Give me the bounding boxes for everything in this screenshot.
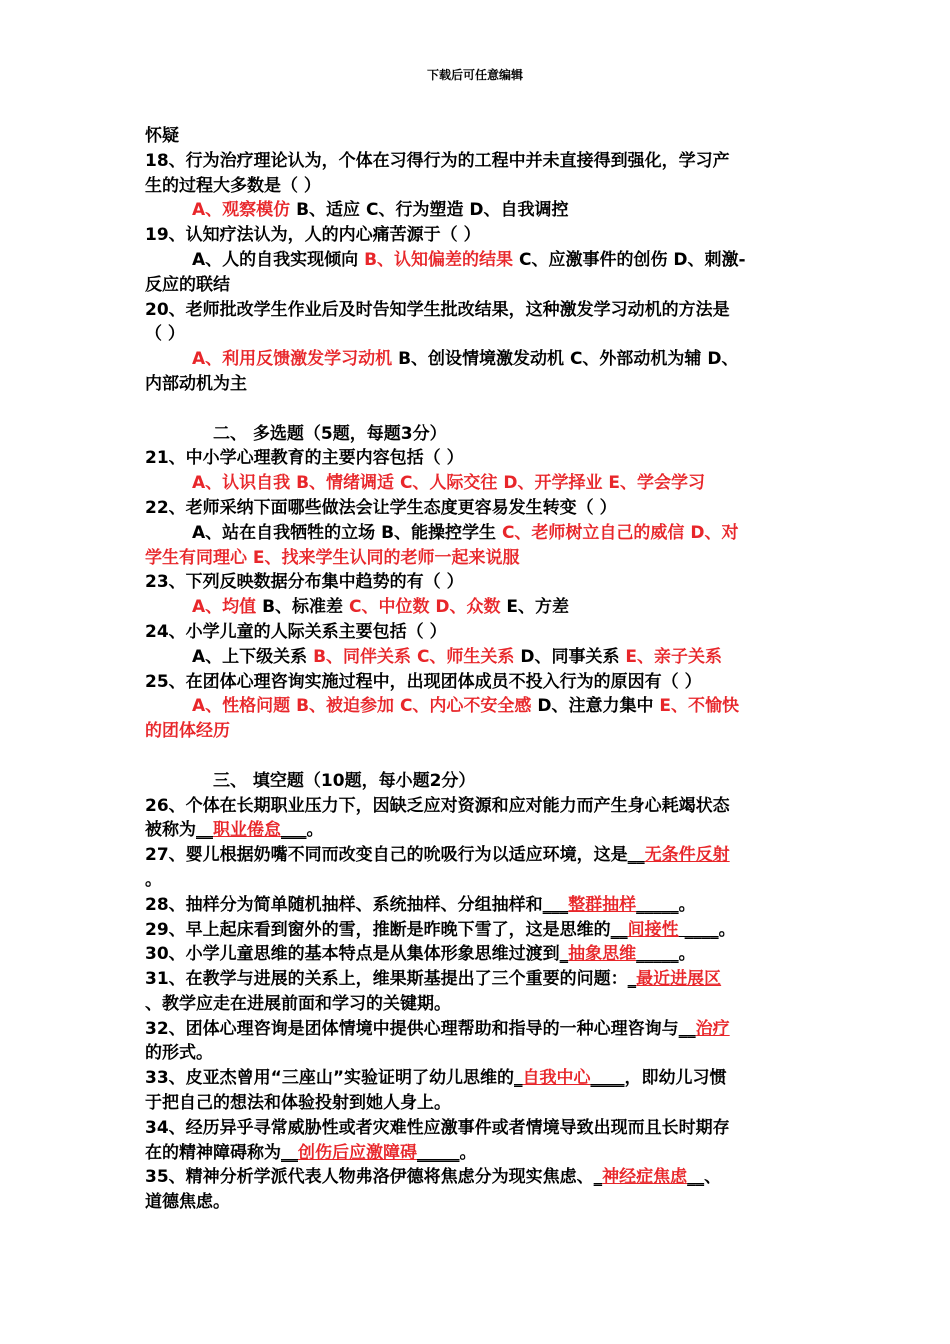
answer-text: A、均值 bbox=[192, 597, 257, 618]
question-text: 被称为 bbox=[145, 820, 196, 841]
text-line bbox=[145, 372, 807, 397]
text-line bbox=[145, 769, 807, 794]
question-text: _ bbox=[627, 969, 637, 990]
question-text: 23、下列反映数据分布集中趋势的有（ ） bbox=[145, 572, 464, 593]
text-line bbox=[145, 149, 807, 174]
question-text: 、 bbox=[704, 1167, 722, 1188]
question-text: 35、精神分析学派代表人物弗洛伊德将焦虑分为现实焦虑、 bbox=[145, 1167, 594, 1188]
answer-text: 无条件反射 bbox=[644, 845, 730, 866]
text-line bbox=[145, 1190, 807, 1215]
text-line bbox=[145, 694, 807, 719]
question-text: 20、老师批改学生作业后及时告知学生批改结果，这种激发学习动机的方法是 bbox=[145, 299, 730, 320]
text-line bbox=[145, 1066, 807, 1091]
question-text: 。 bbox=[678, 894, 696, 915]
text-line bbox=[145, 174, 807, 199]
question-text: 22、老师采纳下面哪些做法会让学生态度更容易发生转变（ ） bbox=[145, 497, 617, 518]
text-line bbox=[145, 1041, 807, 1066]
question-text: 33、皮亚杰曾用“三座山”实验证明了幼儿思维的 bbox=[145, 1068, 515, 1089]
text-line bbox=[145, 248, 807, 273]
question-text: 。 bbox=[718, 919, 736, 940]
question-text: 28、抽样分为简单随机抽样、系统抽样、分组抽样和 bbox=[145, 894, 543, 915]
answer-text: 抽象思维 bbox=[568, 944, 637, 965]
answer-text: 间接性 bbox=[627, 919, 679, 940]
text-line bbox=[145, 818, 807, 843]
question-text: A、站在自我牺牲的立场 B、能操控学生 bbox=[192, 522, 502, 543]
question-text: 18、行为治疗理论认为，个体在习得行为的工程中并未直接得到强化，学习产 bbox=[145, 150, 730, 171]
question-text: 反应的联结 bbox=[145, 274, 230, 295]
question-text: __ bbox=[196, 820, 213, 841]
question-text: 、教学应走在进展前面和学习的关键期。 bbox=[145, 993, 451, 1014]
text-line bbox=[145, 893, 807, 918]
question-text: _____ bbox=[417, 1142, 460, 1163]
question-text: ，即幼儿习惯 bbox=[624, 1068, 727, 1089]
question-text: 。 bbox=[678, 944, 696, 965]
answer-text: E、亲子关系 bbox=[625, 646, 723, 667]
question-text: A、上下级关系 bbox=[192, 646, 314, 667]
question-text: B、标准差 bbox=[256, 597, 349, 618]
answer-text: 最近进展区 bbox=[636, 969, 722, 990]
text-line bbox=[145, 670, 807, 695]
question-text: B、适应 C、行为塑造 D、自我调控 bbox=[290, 200, 569, 221]
question-text: 道德焦虑。 bbox=[145, 1192, 230, 1213]
question-text: （ ） bbox=[145, 324, 185, 345]
question-text: __ bbox=[610, 919, 628, 940]
question-text: 的形式。 bbox=[145, 1043, 213, 1064]
text-line bbox=[145, 1017, 807, 1042]
answer-text: 自我中心 bbox=[522, 1068, 591, 1089]
question-text: 怀疑 bbox=[145, 126, 179, 146]
text-line bbox=[145, 843, 807, 868]
question-text: ____ bbox=[678, 919, 719, 940]
text-line bbox=[145, 1141, 807, 1166]
answer-text: 创伤后应激障碍 bbox=[298, 1142, 417, 1163]
question-text: 。 bbox=[306, 820, 324, 841]
text-line bbox=[145, 719, 807, 744]
question-text: _ bbox=[593, 1167, 603, 1188]
text-line bbox=[145, 1116, 807, 1141]
blank-line bbox=[145, 744, 807, 769]
text-line bbox=[145, 992, 807, 1017]
answer-text: A、性格问题 B、被迫参加 C、内心不安全感 bbox=[192, 696, 532, 717]
text-line bbox=[145, 918, 807, 943]
text-line bbox=[145, 546, 807, 571]
text-line bbox=[145, 298, 807, 323]
blank-line bbox=[145, 397, 807, 422]
text-line bbox=[145, 422, 807, 447]
question-text: E、方差 bbox=[500, 597, 570, 618]
question-text: 25、在团体心理咨询实施过程中，出现团体成员不投入行为的原因有（ ） bbox=[145, 671, 702, 692]
text-line bbox=[145, 347, 807, 372]
text-line bbox=[145, 124, 807, 149]
question-text: 21、中小学心理教育的主要内容包括（ ） bbox=[145, 448, 464, 469]
question-text: _ bbox=[559, 944, 569, 965]
text-line bbox=[145, 496, 807, 521]
question-text: __ bbox=[281, 1142, 298, 1163]
answer-text: A、观察模仿 bbox=[192, 200, 291, 221]
text-line bbox=[145, 198, 807, 223]
question-text: _ bbox=[514, 1068, 523, 1089]
text-line bbox=[145, 521, 807, 546]
text-line bbox=[145, 446, 807, 471]
question-text: 30、小学儿童思维的基本特点是从集体形象思维过渡到 bbox=[145, 944, 560, 965]
page-header: 下载后可任意编辑 bbox=[426, 68, 523, 82]
answer-text: 神经症焦虑 bbox=[602, 1167, 688, 1188]
answer-text: C、老师树立自己的威信 D、对 bbox=[501, 522, 739, 543]
question-text: 27、婴儿根据奶嘴不同而改变自己的吮吸行为以适应环境，这是 bbox=[145, 845, 628, 866]
question-text: _____ bbox=[636, 894, 679, 915]
question-text: 34、经历异乎寻常威胁性或者灾难性应激事件或者情境导致出现而且长时期存 bbox=[145, 1117, 730, 1138]
answer-text: B、同伴关系 C、师生关系 bbox=[313, 646, 515, 667]
answer-text: A、利用反馈激发学习动机 bbox=[192, 349, 393, 370]
text-line bbox=[145, 273, 807, 298]
text-line bbox=[145, 942, 807, 967]
text-line bbox=[145, 645, 807, 670]
question-text: 。 bbox=[459, 1142, 477, 1163]
question-text: 26、个体在长期职业压力下，因缺乏应对资源和应对能力而产生身心耗竭状态 bbox=[145, 795, 730, 816]
text-line bbox=[145, 570, 807, 595]
question-text: B、创设情境激发动机 C、外部动机为辅 D、 bbox=[392, 349, 739, 370]
question-text: ___ bbox=[281, 820, 307, 841]
question-text: 31、在教学与进展的关系上，维果斯基提出了三个重要的问题： bbox=[145, 969, 628, 990]
text-line bbox=[145, 794, 807, 819]
text-line bbox=[145, 620, 807, 645]
answer-text: 的团体经历 bbox=[145, 721, 230, 742]
question-text: 24、小学儿童的人际关系主要包括（ ） bbox=[145, 621, 447, 642]
answer-text: E、不愉快 bbox=[659, 696, 740, 717]
question-text: 内部动机为主 bbox=[145, 373, 247, 394]
document-body bbox=[145, 124, 807, 1215]
question-text: _____ bbox=[636, 944, 679, 965]
question-text: A、人的自我实现倾向 bbox=[192, 249, 365, 270]
text-line bbox=[145, 1165, 807, 1190]
question-text: 。 bbox=[145, 869, 162, 890]
text-line bbox=[145, 868, 807, 893]
answer-text: 整群抽样 bbox=[568, 894, 637, 915]
text-line bbox=[145, 967, 807, 992]
text-line bbox=[145, 322, 807, 347]
question-text: 生的过程大多数是（ ） bbox=[145, 175, 321, 196]
question-text: 三、 填空题（10题，每小题2分） bbox=[213, 770, 476, 791]
answer-text: C、中位数 D、众数 bbox=[348, 597, 501, 618]
question-text: ____ bbox=[590, 1068, 625, 1089]
question-text: 于把自己的想法和体验投射到她人身上。 bbox=[145, 1093, 451, 1114]
answer-text: 职业倦怠 bbox=[213, 820, 281, 841]
question-text: __ bbox=[627, 845, 645, 866]
question-text: 二、 多选题（5题，每题3分） bbox=[213, 423, 447, 444]
question-text: C、应激事件的创伤 D、刺激- bbox=[513, 249, 746, 270]
answer-text: A、认识自我 B、情绪调适 C、人际交往 D、开学择业 E、学会学习 bbox=[192, 473, 705, 494]
text-line bbox=[145, 223, 807, 248]
text-line bbox=[145, 595, 807, 620]
question-text: __ bbox=[687, 1167, 705, 1188]
question-text: 29、早上起床看到窗外的雪，推断是昨晚下雪了，这是思维的 bbox=[145, 919, 611, 940]
question-text: 在的精神障碍称为 bbox=[145, 1142, 281, 1163]
question-text: D、同事关系 bbox=[514, 646, 626, 667]
text-line bbox=[145, 471, 807, 496]
answer-text: 治疗 bbox=[695, 1018, 730, 1039]
question-text: __ bbox=[678, 1018, 696, 1039]
question-text: 32、团体心理咨询是团体情境中提供心理帮助和指导的一种心理咨询与 bbox=[145, 1018, 679, 1039]
answer-text: 学生有同理心 E、找来学生认同的老师一起来说服 bbox=[145, 547, 520, 568]
answer-text: B、认知偏差的结果 bbox=[364, 249, 514, 270]
text-line bbox=[145, 1091, 807, 1116]
question-text: D、注意力集中 bbox=[531, 696, 660, 717]
question-text: ___ bbox=[542, 894, 569, 915]
question-text: 19、认知疗法认为，人的内心痛苦源于（ ） bbox=[145, 225, 481, 246]
